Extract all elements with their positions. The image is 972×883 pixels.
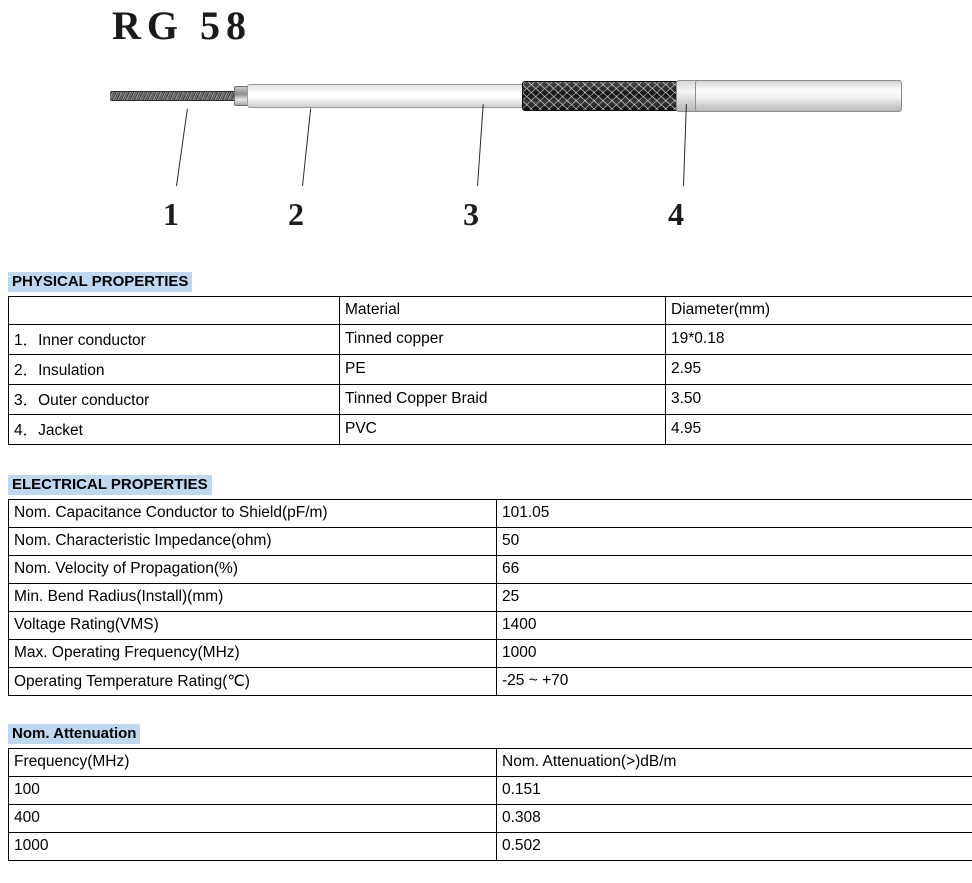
cell-property-value: 1000 [497,640,972,668]
table-header-row [9,749,972,777]
section-spacer [0,445,972,475]
cell-property-value: 50 [497,528,972,556]
callout-4: 4 [668,196,684,232]
attenuation-section [0,724,972,861]
header-cell-material: Material [340,297,666,325]
table-row [9,668,972,696]
leader-line-2 [302,108,311,186]
callout-2: 2 [288,196,304,232]
callout-3: 3 [463,196,479,232]
cell-property-name: Voltage Rating(VMS) [9,612,497,640]
table-row [9,528,972,556]
table-row [9,612,972,640]
cell-frequency: 100 [9,777,497,805]
electrical-properties-section [0,475,972,696]
outer-conductor-braid-segment [522,81,684,111]
electrical-properties-table [8,499,972,696]
cell-material: Tinned copper [340,325,666,355]
cell-attenuation: 0.502 [497,833,972,861]
cell-property-value: 25 [497,584,972,612]
cell-part-name: 2．Insulation [9,355,340,385]
inner-conductor-segment [110,91,235,101]
attenuation-heading: Nom. Attenuation [8,724,140,744]
cell-attenuation: 0.151 [497,777,972,805]
attenuation-table [8,748,972,861]
cell-property-value: -25 ~ +70 [497,668,972,696]
header-cell-blank [9,297,340,325]
cell-material: PVC [340,415,666,445]
cell-frequency: 1000 [9,833,497,861]
cell-part-name: 3．Outer conductor [9,385,340,415]
cell-property-value: 101.05 [497,500,972,528]
cell-property-name: Operating Temperature Rating(℃) [9,668,497,696]
cell-material: Tinned Copper Braid [340,385,666,415]
section-spacer [0,696,972,724]
table-row [9,500,972,528]
physical-properties-heading: PHYSICAL PROPERTIES [8,272,192,292]
cable-illustration [110,78,900,112]
jacket-segment [695,80,902,112]
table-row [9,415,972,445]
cell-property-value: 66 [497,556,972,584]
leader-line-4 [683,104,687,186]
physical-properties-table [8,296,972,445]
cell-diameter: 19*0.18 [666,325,972,355]
leader-line-3 [477,104,484,186]
cell-property-name: Nom. Capacitance Conductor to Shield(pF/m) [9,500,497,528]
cell-attenuation: 0.308 [497,805,972,833]
table-row [9,355,972,385]
cell-property-name: Nom. Velocity of Propagation(%) [9,556,497,584]
cell-part-name: 1．Inner conductor [9,325,340,355]
cell-part-name: 4．Jacket [9,415,340,445]
cell-property-name: Min. Bend Radius(Install)(mm) [9,584,497,612]
physical-properties-section [0,272,972,445]
cell-property-value: 1400 [497,612,972,640]
cell-diameter: 4.95 [666,415,972,445]
table-row [9,777,972,805]
cable-title: RG 58 [112,3,252,48]
header-cell-frequency: Frequency(MHz) [9,749,497,777]
table-row [9,325,972,355]
table-row [9,640,972,668]
electrical-properties-heading: ELECTRICAL PROPERTIES [8,475,212,495]
callout-1: 1 [163,196,179,232]
cell-property-name: Max. Operating Frequency(MHz) [9,640,497,668]
cell-property-name: Nom. Characteristic Impedance(ohm) [9,528,497,556]
header-cell-attenuation: Nom. Attenuation(>)dB/m [497,749,972,777]
header-cell-diameter: Diameter(mm) [666,297,972,325]
table-row [9,385,972,415]
insulation-segment [247,84,526,108]
cell-diameter: 3.50 [666,385,972,415]
leader-line-1 [176,109,188,186]
cell-diameter: 2.95 [666,355,972,385]
table-row [9,805,972,833]
table-row [9,833,972,861]
cell-material: PE [340,355,666,385]
table-row [9,556,972,584]
table-header-row [9,297,972,325]
cable-diagram [0,0,972,272]
table-row [9,584,972,612]
cell-frequency: 400 [9,805,497,833]
